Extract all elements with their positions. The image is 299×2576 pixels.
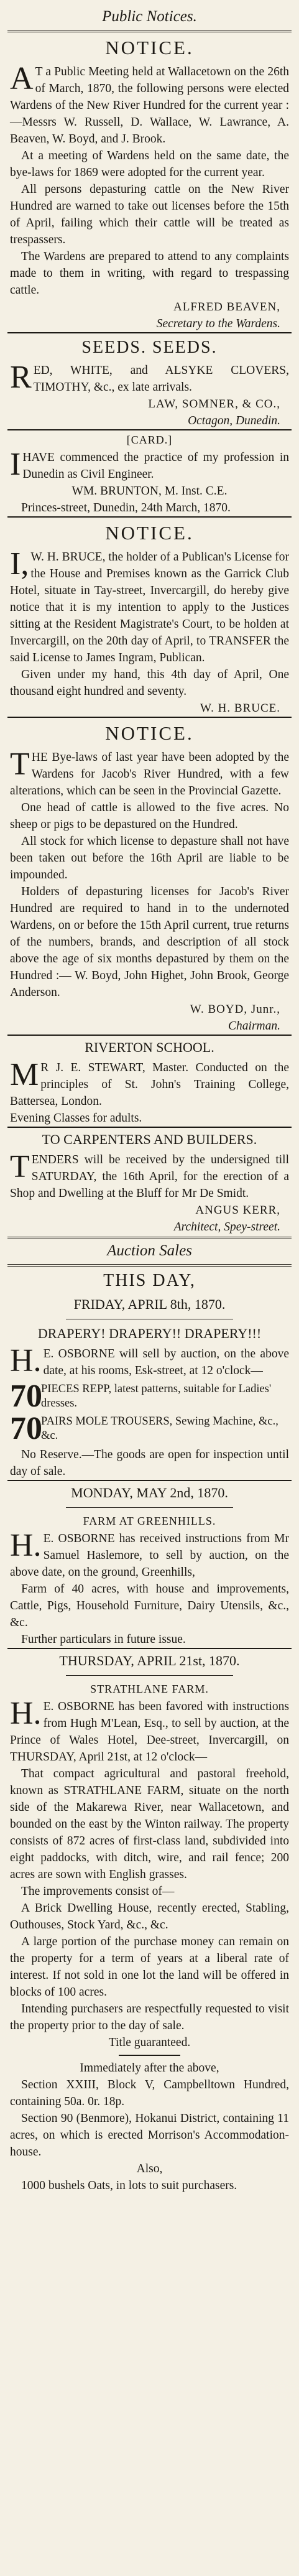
divider bbox=[7, 1237, 292, 1239]
notice-paragraph: THE Bye-laws of last year have been adopted by the Wardens for Jacob's River Hundred, with a few alterations, which can be seen in the Provincial Gazette. bbox=[10, 746, 289, 797]
lot-description: PIECES REPP, latest patterns, suitable for Ladies' dresses. bbox=[41, 1383, 272, 1410]
notice-paragraph: RED, WHITE, and ALSYKE CLOVERS, TIMOTHY, &c., ex late arrivals. bbox=[10, 360, 289, 395]
signature-name: W. H. BRUCE. bbox=[200, 702, 280, 715]
auction-date: MONDAY, MAY 2nd, 1870. bbox=[71, 1485, 228, 1500]
divider bbox=[7, 717, 292, 718]
auction-lot bbox=[10, 1379, 289, 1414]
auction-paragraph: That compact agricultural and pastoral freehold, known as STRATHLANE FARM, situate on the north side of the Makarewa River, near Wallacetown, and bounded on the east by the Winton railway. The property consists of 872 acres of first-class land, subdivided into eight paddocks, with ditch, wire, and rail fence; 200 acres are sown with English grasses. bbox=[10, 1767, 289, 1881]
notice-riverton-school bbox=[7, 1038, 292, 1127]
auction-paragraph: H.E. OSBORNE has received instructions from Mr Samuel Haslemore, to sell by auction, on the above date, on the ground, Greenhills, bbox=[10, 1528, 289, 1579]
notice-paragraph: At a meeting of Wardens held on the same date, the bye-laws for 1869 were adopted for the current year. bbox=[10, 149, 289, 179]
auction-paragraph: Section XXIII, Block V, Campbelltown Hundred, containing 50a. 0r. 18p. bbox=[10, 2078, 289, 2108]
auction-paragraph: A Brick Dwelling House, recently erected, Stabling, Outhouses, Stock Yard, &c., &c. bbox=[10, 1902, 289, 1932]
notice-paragraph: Evening Classes for adults. bbox=[10, 1112, 142, 1125]
notice-card bbox=[7, 432, 292, 516]
notice-paragraph: MR J. E. STEWART, Master. Conducted on the principles of St. John's Training College, Battersea, London. bbox=[10, 1057, 289, 1108]
signature-name: W. BOYD, Junr., bbox=[190, 1003, 280, 1016]
lot-description: PAIRS MOLE TROUSERS, Sewing Machine, &c., &c. bbox=[41, 1415, 278, 1442]
notice-paragraph: One head of cattle is allowed to the five acres. No sheep or pigs to be depastured on the Hundred. bbox=[10, 801, 289, 831]
notice-paragraph: I,W. H. BRUCE, the holder of a Publican's License for the House and Premises known as the Garrick Club Hotel, situate in Tay-street, Invercargill, do hereby give notice that it is my intention to apply to the Justices sitting at the Resident Magistrate's Court, to be holden at Invercargill, on the 20th day of April, to TRANSFER the said License to James Ingram, Publican. bbox=[10, 546, 289, 664]
lot-quantity: 70 bbox=[10, 1379, 42, 1414]
divider bbox=[7, 1264, 292, 1267]
notice-title: NOTICE. bbox=[105, 722, 194, 744]
notice-title: NOTICE. bbox=[105, 37, 194, 58]
signature-name: WM. BRUNTON, M. Inst. C.E. bbox=[71, 485, 228, 498]
signature-title: Chairman. bbox=[228, 1020, 280, 1033]
notice-paragraph: Holders of depasturing licenses for Jacob's River Hundred are required to hand in to the undernoted Wardens, on or before the 15th April current, true returns of the numbers, brands, and description of all stock above the age of six months depastured by them on the Hundred :— W. Boyd, John Highet, John Brook, George Anderson. bbox=[10, 885, 289, 999]
auction-greenhills bbox=[7, 1484, 292, 1648]
auction-title: STRATHLANE FARM. bbox=[90, 1683, 209, 1695]
auction-date: THURSDAY, APRIL 21st, 1870. bbox=[59, 1653, 240, 1668]
notice-title: [CARD.] bbox=[126, 434, 173, 446]
newspaper-page bbox=[6, 0, 293, 2576]
auction-paragraph: Intending purchasers are respectfully requested to visit the property prior to the day of sale. bbox=[10, 2002, 289, 2032]
divider bbox=[119, 2055, 180, 2056]
signature-name: ANGUS KERR, bbox=[195, 1204, 280, 1217]
divider bbox=[7, 1127, 292, 1128]
notice-paragraph: IHAVE commenced the practice of my profession in Dunedin as Civil Engineer. bbox=[10, 447, 289, 482]
auction-paragraph: No Reserve.—The goods are open for inspection until day of sale. bbox=[10, 1448, 289, 1478]
notice-paragraph: All stock for which license to depasture shall not have been taken out before the 16th April are liable to be impounded. bbox=[10, 835, 289, 881]
notice-wardens bbox=[7, 36, 292, 332]
notice-tenders bbox=[7, 1130, 292, 1235]
divider bbox=[7, 1035, 292, 1036]
auction-date: FRIDAY, APRIL 8th, 1870. bbox=[73, 1296, 226, 1312]
lot-quantity: 70 bbox=[10, 1411, 42, 1446]
notice-title: TO CARPENTERS AND BUILDERS. bbox=[42, 1132, 257, 1147]
auction-title: FARM AT GREENHILLS. bbox=[83, 1515, 216, 1527]
signature-title: Secretary to the Wardens. bbox=[156, 317, 280, 330]
auction-paragraph: Farm of 40 acres, with house and improvements, Cattle, Pigs, Household Furniture, Dairy Utensils, &c., &c. bbox=[10, 1583, 289, 1629]
notice-paragraph: Given under my hand, this 4th day of April, One thousand eight hundred and seventy. bbox=[10, 668, 289, 698]
divider bbox=[7, 516, 292, 518]
signature-title: Architect, Spey-street. bbox=[173, 1221, 280, 1234]
notice-paragraph: TENDERS will be received by the undersigned till SATURDAY, the 16th April, for the erection of a Shop and Dwelling at the Bluff for Mr De Smidt. bbox=[10, 1149, 289, 1200]
auction-drapery bbox=[7, 1270, 292, 1480]
divider bbox=[7, 30, 292, 32]
auction-lot bbox=[10, 1411, 289, 1446]
auction-paragraph: The improvements consist of— bbox=[21, 1885, 175, 1898]
signature-place: Octagon, Dunedin. bbox=[188, 414, 280, 427]
notice-paragraph: The Wardens are prepared to attend to any complaints made to them in writing, with regard to trespassing cattle. bbox=[10, 250, 289, 297]
auction-paragraph: Further particulars in future issue. bbox=[21, 1633, 186, 1646]
auction-paragraph: H.E. OSBORNE will sell by auction, on the above date, at his rooms, Esk-street, at 12 o'clock— bbox=[10, 1343, 289, 1379]
notice-title: SEEDS. SEEDS. bbox=[81, 338, 218, 357]
divider bbox=[7, 429, 292, 430]
divider bbox=[7, 332, 292, 333]
auction-paragraph: Immediately after the above, bbox=[80, 2062, 219, 2075]
auction-paragraph: H.E. OSBORNE has been favored with instructions from Hugh M'Lean, Esq., to sell by auction, at the Prince of Wales Hotel, Dee-street, Invercargill, on THURSDAY, April 21st, at 12 o'clock— bbox=[10, 1696, 289, 1764]
notice-dateline: Princes-street, Dunedin, 24th March, 1870. bbox=[21, 501, 231, 514]
section-header-auction-sales: Auction Sales bbox=[107, 1242, 192, 1259]
divider bbox=[66, 1675, 233, 1676]
divider bbox=[66, 1507, 233, 1508]
auction-title: THIS DAY, bbox=[103, 1271, 196, 1290]
signature-name: LAW, SOMNER, & CO., bbox=[148, 398, 280, 411]
notice-paragraph: All persons depasturing cattle on the New River Hundred are warned to take out licenses before the 15th of April, failing which their cattle will be treated as trespassers. bbox=[10, 183, 289, 246]
notice-license-transfer bbox=[7, 521, 292, 717]
section-header-public-notices: Public Notices. bbox=[102, 8, 197, 25]
divider bbox=[7, 1480, 292, 1481]
divider bbox=[7, 1648, 292, 1649]
auction-paragraph: Also, bbox=[136, 2162, 163, 2175]
notice-title: NOTICE. bbox=[105, 522, 194, 544]
signature-name: ALFRED BEAVEN, bbox=[173, 300, 280, 314]
auction-paragraph: Title guaranteed. bbox=[108, 2036, 191, 2049]
notice-title: RIVERTON SCHOOL. bbox=[85, 1039, 214, 1055]
notice-bye-laws bbox=[7, 722, 292, 1035]
auction-strathlane bbox=[7, 1652, 292, 2194]
notice-paragraph: AT a Public Meeting held at Wallacetown on the 26th of March, 1870, the following persons were elected Wardens of the New River Hundred for the current year :—Messrs W. Russell, D. Wallace, W. Lawrance, A. Beaven, W. Boyd, and J. Brook. bbox=[10, 61, 289, 146]
notice-seeds bbox=[7, 337, 292, 429]
auction-paragraph: Section 90 (Benmore), Hokanui District, containing 11 acres, on which is erected Morrison's Accommodation-house. bbox=[10, 2112, 289, 2159]
auction-subtitle: DRAPERY! DRAPERY!! DRAPERY!!! bbox=[37, 1326, 262, 1341]
auction-paragraph: 1000 bushels Oats, in lots to suit purchasers. bbox=[21, 2179, 237, 2192]
auction-paragraph: A large portion of the purchase money can remain on the property for a term of years at a liberal rate of interest. If not sold in one lot the land will be offered in blocks of 100 acres. bbox=[10, 1935, 289, 1999]
